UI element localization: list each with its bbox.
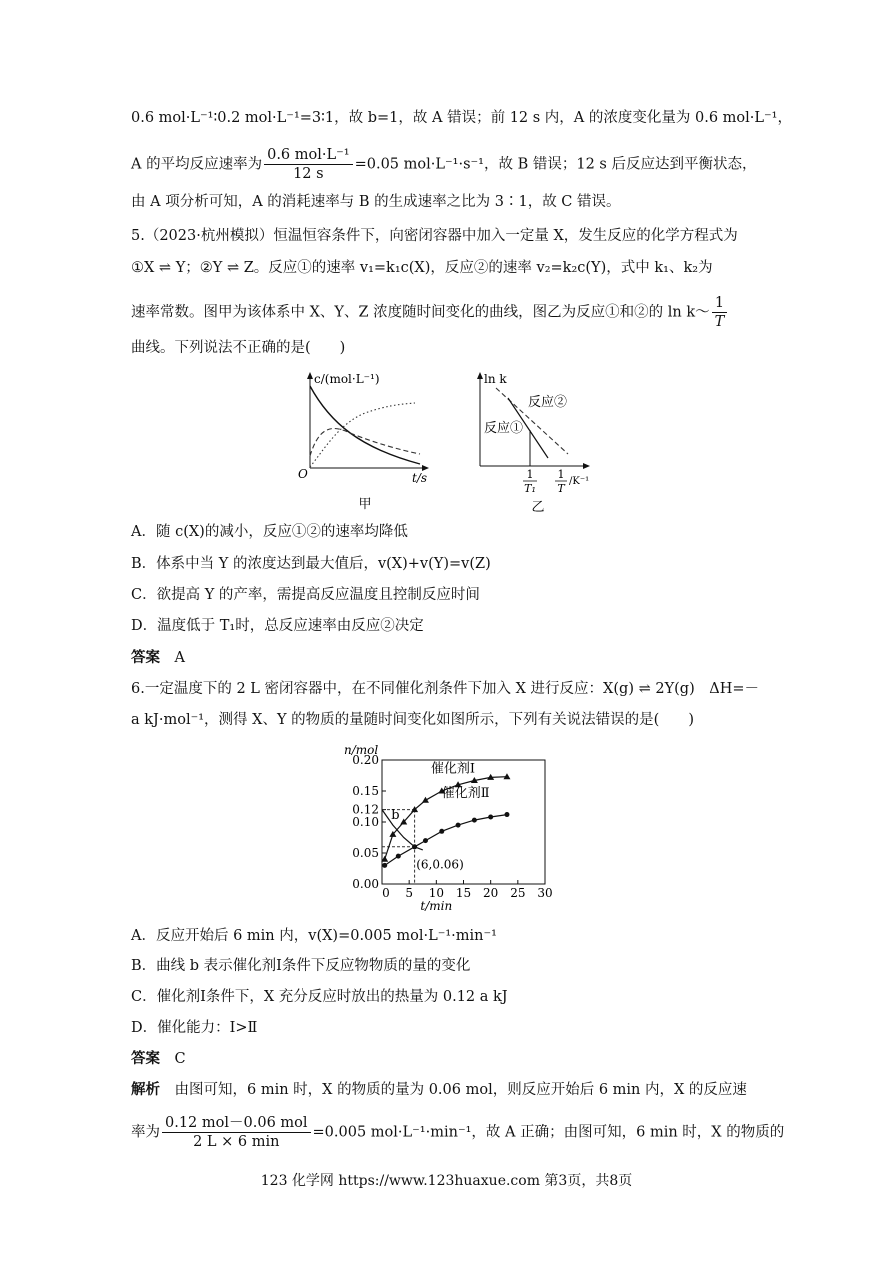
circle-marker xyxy=(423,838,428,843)
fraction-denominator: 12 s xyxy=(293,166,324,182)
y-tick-label: 0.10 xyxy=(352,815,379,829)
option-d: D．温度低于 T₁时，总反应速率由反应②决定 xyxy=(131,618,424,634)
circle-marker xyxy=(382,863,387,868)
answer-line xyxy=(131,648,185,668)
option-d: D．催化能力：Ⅰ>Ⅱ xyxy=(131,1020,258,1036)
y-tick-label: 0.00 xyxy=(352,877,379,891)
circle-marker xyxy=(472,818,477,823)
circle-marker xyxy=(396,854,401,859)
option-c: C．欲提高 Y 的产率，需提高反应温度且控制反应时间 xyxy=(131,587,480,603)
series-label-catalyst-2: 催化剂Ⅱ xyxy=(441,786,490,802)
fraction-numerator: 0.12 mol－0.06 mol xyxy=(162,1114,311,1133)
question-5-stem: ①X ⇌ Y；②Y ⇌ Z。反应①的速率 v₁=k₁c(X)，反应②的速率 v₂=k₂c(Y)，式中 k₁、k₂为 xyxy=(131,260,713,276)
y-tick-label: 0.05 xyxy=(352,846,379,860)
text-segment: A 的平均反应速率为 xyxy=(131,156,263,173)
fraction-numerator: 0.6 mol·L⁻¹ xyxy=(264,146,353,165)
figure-jia xyxy=(290,368,440,518)
text-segment: =0.05 mol·L⁻¹·s⁻¹，故 B 错误；12 s 后反应达到平衡状态， xyxy=(354,156,757,173)
answer-line xyxy=(131,1049,186,1069)
option-b: B．曲线 b 表示催化剂Ⅰ条件下反应物物质的量的变化 xyxy=(131,958,471,974)
question-6-stem: a kJ·mol⁻¹，测得 X、Y 的物质的量随时间变化如图所示，下列有关说法错误的是( ) xyxy=(131,712,694,728)
yi-label-reaction-2: 反应② xyxy=(528,395,568,410)
fraction-denominator: 2 L × 6 min xyxy=(193,1134,280,1150)
option-c: C．催化剂Ⅰ条件下，X 充分反应时放出的热量为 0.12 a kJ xyxy=(131,989,508,1005)
y-tick-label: 0.15 xyxy=(352,784,379,798)
triangle-marker xyxy=(422,797,429,803)
x-tick-label: 0 xyxy=(382,886,390,900)
question-6-stem: 6.一定温度下的 2 L 密闭容器中，在不同催化剂条件下加入 X 进行反应：X(g) ⇌ 2Y(g) ΔH=－ xyxy=(131,681,760,697)
figure-yi xyxy=(468,368,608,518)
answer-label: 答案 xyxy=(131,1050,160,1067)
curve-b-label: b xyxy=(391,807,400,823)
point-annotation: (6,0.06) xyxy=(416,857,464,872)
page-footer: 123 化学网 https://www.123huaxue.com 第3页，共8页 xyxy=(260,1173,633,1189)
jia-caption: 甲 xyxy=(358,497,372,512)
analysis-label: 解析 xyxy=(131,1081,160,1098)
yi-label-reaction-1: 反应① xyxy=(484,421,524,436)
yi-tick1-den: T₁ xyxy=(524,482,536,495)
analysis-line xyxy=(131,1080,747,1100)
circle-marker xyxy=(439,829,444,834)
question-5-stem: 5.（2023·杭州模拟）恒温恒容条件下，向密闭容器中加入一定量 X，发生反应的化学方程式为 xyxy=(131,228,738,244)
x-axis-label: t/min xyxy=(420,899,453,913)
fraction-numerator: 1 xyxy=(712,294,728,313)
series-line-3 xyxy=(382,807,423,850)
x-tick-label: 25 xyxy=(510,886,526,900)
yi-tick2-den: T xyxy=(557,482,565,495)
jia-origin: O xyxy=(298,467,308,481)
fraction xyxy=(162,1114,311,1151)
question-5-stem xyxy=(131,294,729,331)
fraction xyxy=(264,146,353,183)
x-tick-label: 20 xyxy=(483,886,499,900)
jia-xlabel: t/s xyxy=(412,471,428,485)
text-segment: =0.005 mol·L⁻¹·min⁻¹，故 A 正确；由图可知，6 min 时，X 的物质的 xyxy=(312,1124,785,1141)
x-tick-label: 15 xyxy=(455,886,472,900)
analysis-text: 由图可知，6 min 时，X 的物质的量为 0.06 mol，则反应开始后 6 min 内，X 的反应速 xyxy=(174,1082,747,1098)
yi-tick1-num: 1 xyxy=(526,468,534,481)
text-segment: 率为 xyxy=(131,1124,160,1141)
text-line: 由 A 项分析可知，A 的消耗速率与 B 的生成速率之比为 3∶1，故 C 错误。 xyxy=(131,194,621,210)
y-tick-label: 0.12 xyxy=(352,802,379,817)
text-segment: 速率常数。图甲为该体系中 X、Y、Z 浓度随时间变化的曲线，图乙为反应①和②的 ln k～ xyxy=(131,304,710,321)
circle-marker xyxy=(504,812,509,817)
y-tick-label: 0.20 xyxy=(352,753,379,767)
yi-tick2-unit: /K⁻¹ xyxy=(569,476,590,487)
yi-tick2-num: 1 xyxy=(557,468,565,481)
answer-value: C xyxy=(174,1051,186,1067)
fraction xyxy=(712,294,728,331)
option-a: A．随 c(X)的减小，反应①②的速率均降低 xyxy=(131,524,408,540)
curve-x xyxy=(310,386,420,464)
fraction-denominator: T xyxy=(714,314,725,330)
analysis-line xyxy=(131,1114,784,1151)
circle-marker xyxy=(456,823,461,828)
figure-q6-chart xyxy=(335,738,560,918)
answer-label: 答案 xyxy=(131,649,160,666)
series-label-catalyst-1: 催化剂Ⅰ xyxy=(430,761,476,777)
jia-ylabel: c/(mol·L⁻¹) xyxy=(314,372,380,386)
yi-caption: 乙 xyxy=(531,500,545,515)
x-tick-label: 30 xyxy=(537,886,553,900)
answer-value: A xyxy=(174,650,185,666)
option-a: A．反应开始后 6 min 内，v(X)=0.005 mol·L⁻¹·min⁻¹ xyxy=(131,928,497,944)
x-tick-label: 5 xyxy=(405,886,413,900)
y-axis-label: n/mol xyxy=(344,743,379,757)
question-5-stem: 曲线。下列说法不正确的是( ) xyxy=(131,340,346,356)
x-tick-label: 10 xyxy=(428,886,444,900)
text-line xyxy=(131,146,756,183)
option-b: B．体系中当 Y 的浓度达到最大值后，v(X)+v(Y)=v(Z) xyxy=(131,556,491,572)
text-line: 0.6 mol·L⁻¹∶0.2 mol·L⁻¹=3∶1，故 b=1，故 A 错误；前 12 s 内，A 的浓度变化量为 0.6 mol·L⁻¹， xyxy=(131,110,792,126)
yi-ylabel: ln k xyxy=(484,372,507,386)
circle-marker xyxy=(488,815,493,820)
